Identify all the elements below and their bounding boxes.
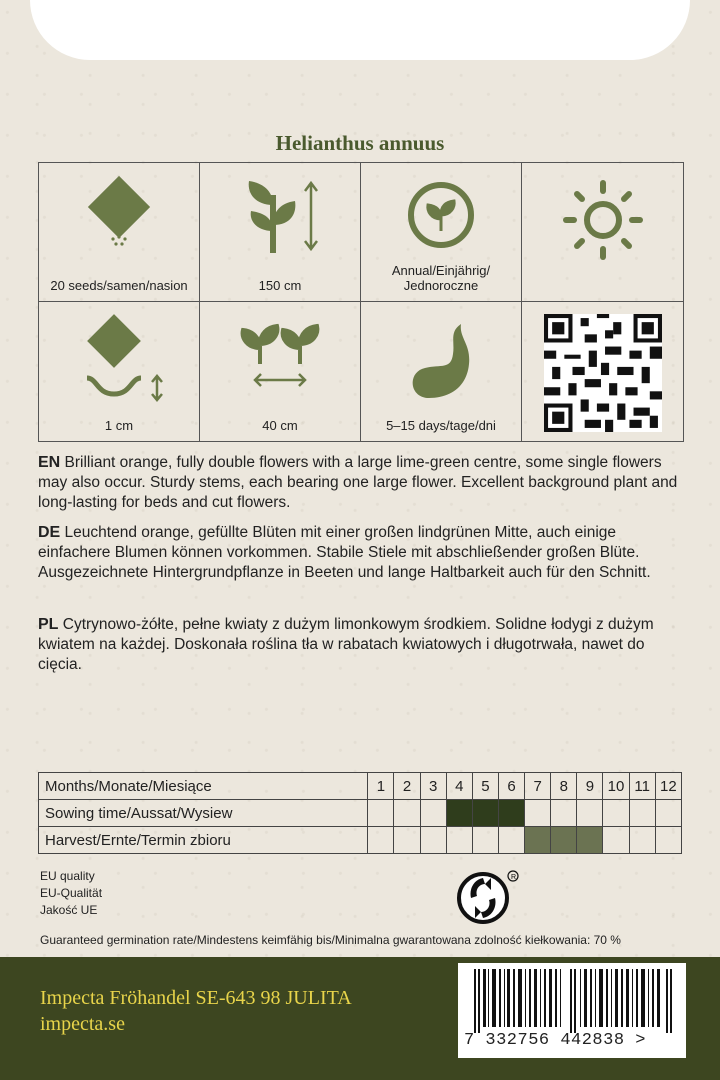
month-5: 5 — [472, 773, 498, 800]
sowing-month-3 — [420, 800, 446, 827]
barcode-bars-icon — [474, 969, 674, 1033]
month-3: 3 — [420, 773, 446, 800]
cell-sowing-depth — [39, 302, 200, 441]
seed-packet-icon — [79, 175, 159, 255]
cell-seed-count — [39, 163, 200, 302]
germination-time-label: 5–15 days/tage/dni — [386, 418, 496, 433]
seed-count-label: 20 seeds/samen/nasion — [50, 278, 188, 293]
barcode-number: 7 332756 442838 > — [464, 1031, 646, 1050]
sowing-calendar — [38, 772, 682, 854]
annual-cycle-icon — [401, 175, 481, 255]
harvest-month-7 — [525, 827, 551, 854]
company-website[interactable]: impecta.se — [40, 1013, 125, 1035]
sowing-month-2 — [394, 800, 420, 827]
sowing-month-8 — [551, 800, 577, 827]
eu-quality-pl: Jakość UE — [40, 903, 98, 917]
plant-spacing-label: 40 cm — [262, 418, 298, 433]
cell-life-cycle — [361, 163, 522, 302]
month-7: 7 — [525, 773, 551, 800]
plant-spacing-icon — [235, 314, 325, 394]
harvest-label: Harvest/Ernte/Termin zbioru — [39, 827, 368, 854]
harvest-month-5 — [472, 827, 498, 854]
harvest-month-6 — [498, 827, 524, 854]
month-9: 9 — [577, 773, 603, 800]
months-label: Months/Monate/Miesiące — [39, 773, 368, 800]
qr-code-icon[interactable] — [544, 314, 662, 432]
sowing-row — [39, 800, 682, 827]
month-10: 10 — [603, 773, 629, 800]
sowing-month-9 — [577, 800, 603, 827]
germination-seed-icon — [401, 314, 481, 404]
month-8: 8 — [551, 773, 577, 800]
calendar-header-row — [39, 773, 682, 800]
month-6: 6 — [498, 773, 524, 800]
sowing-month-4 — [446, 800, 472, 827]
harvest-month-8 — [551, 827, 577, 854]
eu-quality-de: EU-Qualität — [40, 886, 103, 900]
cell-plant-spacing — [200, 302, 361, 441]
sowing-depth-label: 1 cm — [104, 418, 134, 433]
harvest-month-1 — [368, 827, 394, 854]
month-1: 1 — [368, 773, 394, 800]
sowing-label: Sowing time/Aussat/Wysiew — [39, 800, 368, 827]
species-title: Helianthus annuus — [275, 131, 445, 155]
sowing-month-7 — [525, 800, 551, 827]
description-pl: PL Cytrynowo-żółte, pełne kwiaty z dużym limonkowym środkiem. Solidne łodygi z dużym kwiatem na każdej. Doskonała roślina tła w rabatach kwiatowych i długotrwała, nawet do cięcia. — [38, 616, 654, 673]
green-dot-recycling-icon — [455, 868, 525, 928]
sowing-month-1 — [368, 800, 394, 827]
sowing-month-6 — [498, 800, 524, 827]
company-address: Impecta Fröhandel SE-643 98 JULITA — [40, 987, 352, 1009]
eu-quality-en: EU quality — [40, 869, 95, 883]
svg-text:R: R — [511, 874, 517, 881]
hang-tab-cutout — [30, 0, 690, 60]
sun-icon — [558, 175, 648, 265]
sowing-month-10 — [603, 800, 629, 827]
harvest-month-4 — [446, 827, 472, 854]
harvest-month-12 — [655, 827, 681, 854]
harvest-row — [39, 827, 682, 854]
ean-barcode — [458, 963, 686, 1058]
sowing-month-11 — [629, 800, 655, 827]
sowing-month-12 — [655, 800, 681, 827]
description-de: DE Leuchtend orange, gefüllte Blüten mit einer großen lindgrünen Mitte, auch einige einfachere Blumen können vorkommen. Stabile Stiele mit abschließender großen Blüte. Ausgezeichnete Hintergrundpflanze in Beeten und lange Haltbarkeit auch für den Schnitt. — [38, 524, 651, 581]
description-en: EN Brilliant orange, fully double flowers with a large lime-green centre, some single flowers may also occur. Sturdy stems, each bearing one large flower. Excellent background plant and long-lasting for beds and cut flowers. — [38, 454, 678, 511]
month-11: 11 — [629, 773, 655, 800]
harvest-month-2 — [394, 827, 420, 854]
sowing-month-5 — [472, 800, 498, 827]
harvest-month-10 — [603, 827, 629, 854]
harvest-month-9 — [577, 827, 603, 854]
germination-rate-note: Guaranteed germination rate/Mindestens keimfähig bis/Minimalna gwarantowana zdolność kiełkowania: 70 % — [40, 933, 621, 947]
cell-sun-requirement — [522, 163, 683, 302]
plant-height-icon — [235, 175, 325, 255]
month-12: 12 — [655, 773, 681, 800]
month-2: 2 — [394, 773, 420, 800]
month-4: 4 — [446, 773, 472, 800]
life-cycle-label: Annual/Einjährig/ Jednoroczne — [391, 263, 491, 293]
cell-germination-time — [361, 302, 522, 441]
eu-quality-block — [40, 868, 102, 919]
sowing-depth-icon — [69, 314, 169, 404]
cell-plant-height — [200, 163, 361, 302]
plant-height-label: 150 cm — [258, 278, 302, 293]
info-icon-grid — [38, 162, 684, 442]
cell-qr-code — [522, 302, 683, 441]
harvest-month-3 — [420, 827, 446, 854]
harvest-month-11 — [629, 827, 655, 854]
